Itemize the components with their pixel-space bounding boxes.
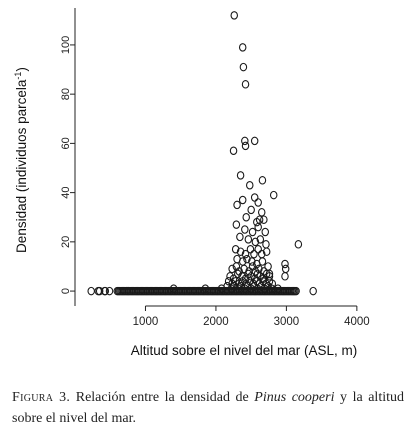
data-point <box>255 246 261 253</box>
data-point <box>255 199 261 206</box>
data-point <box>251 137 257 144</box>
data-point <box>251 250 257 257</box>
data-point <box>282 265 288 272</box>
data-point <box>262 228 268 235</box>
data-point <box>237 172 243 179</box>
data-point <box>263 241 269 248</box>
data-point <box>231 12 237 19</box>
data-point <box>240 63 246 70</box>
data-point <box>233 221 239 228</box>
caption-species: Pinus cooperi <box>254 390 335 405</box>
data-points <box>88 12 316 295</box>
data-point <box>255 223 261 230</box>
data-point <box>248 206 254 213</box>
x-tick-label: 3000 <box>273 316 300 328</box>
data-point <box>240 196 246 203</box>
x-tick-label: 4000 <box>344 316 370 328</box>
data-point <box>259 209 265 216</box>
data-point <box>249 228 255 235</box>
data-point <box>243 214 249 221</box>
y-axis-label: Densidad (individuos parcela$^{-1}$) <box>13 67 29 253</box>
data-point <box>237 233 243 240</box>
data-point <box>234 201 240 208</box>
caption-label: Figura 3. <box>12 390 71 405</box>
data-point <box>259 177 265 184</box>
data-point <box>88 287 94 294</box>
data-point <box>310 287 316 294</box>
data-point <box>230 147 236 154</box>
data-point <box>261 216 267 223</box>
y-tick-label: 60 <box>59 137 72 150</box>
y-tick-label: 80 <box>59 88 72 101</box>
data-point <box>247 246 253 253</box>
data-point <box>259 258 265 265</box>
x-tick-label: 1000 <box>132 316 159 328</box>
y-tick-label: 40 <box>59 186 72 199</box>
data-point <box>245 236 251 243</box>
x-tick-label: 2000 <box>203 316 229 328</box>
data-point <box>242 142 248 149</box>
data-point <box>247 182 253 189</box>
figure-caption <box>12 387 404 429</box>
data-point <box>271 191 277 198</box>
data-point <box>251 194 257 201</box>
data-point <box>265 263 271 270</box>
data-point <box>242 81 248 88</box>
caption-text-2: y la altitud sobre el nivel del mar. <box>12 390 404 426</box>
x-axis-label: Altitud sobre el nivel del mar (ASL, m) <box>130 343 358 358</box>
axes <box>60 8 370 328</box>
y-tick-label: 20 <box>59 235 72 248</box>
data-point <box>295 241 301 248</box>
caption-text-1: Relación entre la densidad de <box>70 390 255 405</box>
data-point <box>282 273 288 280</box>
y-tick-label: 0 <box>59 288 72 295</box>
y-tick-label: 100 <box>59 35 72 55</box>
data-point <box>240 44 246 51</box>
data-point <box>242 226 248 233</box>
